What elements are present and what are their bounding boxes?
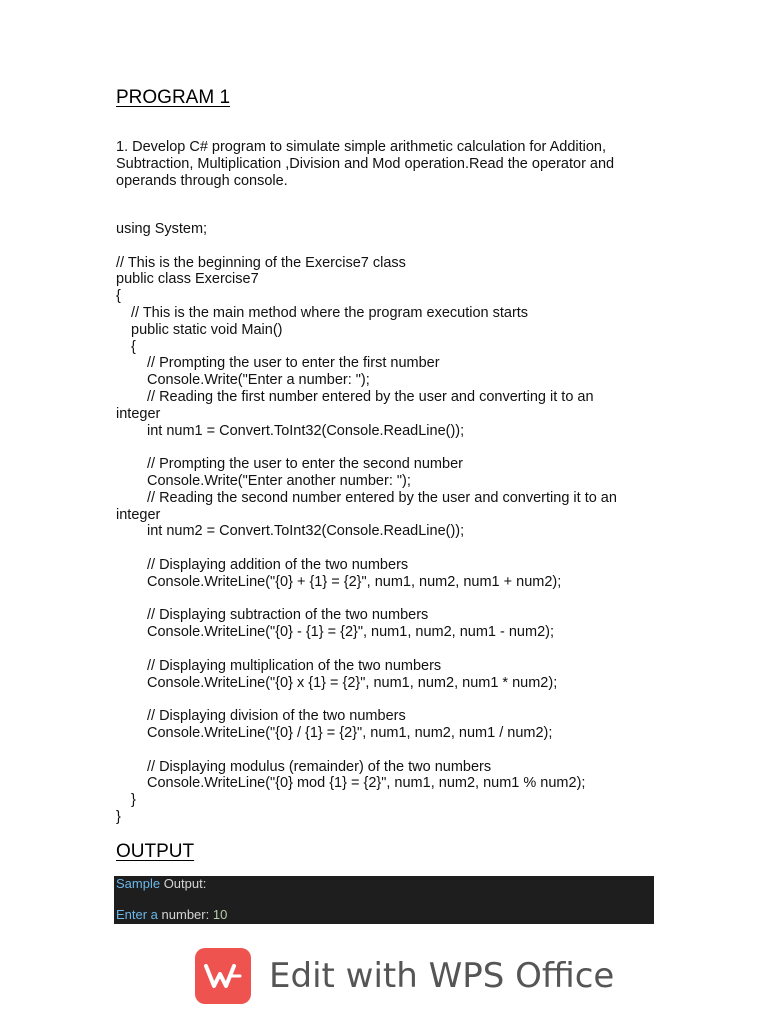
code-line: integer [116,506,161,523]
console-output-panel [114,876,654,924]
code-line: Console.WriteLine("{0} - {1} = {2}", num1, num2, num1 - num2); [147,624,554,641]
console-line-sample [116,876,206,891]
code-line: // This is the beginning of the Exercise7 class [116,254,406,271]
output-heading: OUTPUT [116,841,195,862]
code-line: } [116,808,121,825]
code-line: { [131,338,136,355]
code-line: Console.Write("Enter another number: "); [147,472,411,489]
code-line [116,439,661,456]
code-line: // Reading the first number entered by the user and converting it to an [147,388,594,405]
code-line: Console.WriteLine("{0} x {1} = {2}", num1, num2, num1 * num2); [147,674,558,691]
console-keyword: Sample [116,876,161,891]
code-line: int num2 = Convert.ToInt32(Console.ReadLine()); [147,523,465,540]
code-line: Console.WriteLine("{0} mod {1} = {2}", num1, num2, num1 % num2); [147,775,586,792]
code-line: } [131,792,136,809]
code-line: // Displaying multiplication of the two numbers [147,657,442,674]
code-line: // Displaying subtraction of the two numbers [147,607,429,624]
code-line: Console.WriteLine("{0} + {1} = {2}", num1, num2, num1 + num2); [147,573,562,590]
task-description: 1. Develop C# program to simulate simple arithmetic calculation for Addition, Subtraction, Multiplication ,Division and Mod operation.Read the operator and operands through console. [116,139,615,189]
console-keyword: Enter a [116,907,158,922]
wps-edit-banner[interactable] [195,948,614,1004]
code-line: integer [116,405,161,422]
code-line: public class Exercise7 [116,271,259,288]
code-line: // Prompting the user to enter the first number [147,355,440,372]
wps-banner-text[interactable]: Edit with WPS Office [269,956,615,996]
code-line [116,238,661,255]
console-line-prompt [116,907,227,922]
console-value: 10 [212,907,228,922]
code-line: // This is the main method where the program execution starts [131,304,529,321]
code-line: using System; [116,221,208,237]
code-line: public static void Main() [131,321,283,338]
code-line [116,641,661,658]
console-text: number: [157,907,213,922]
code-line [116,591,661,608]
code-line: // Displaying division of the two numbers [147,708,406,725]
code-line: int num1 = Convert.ToInt32(Console.ReadLine()); [147,422,465,439]
program-title: PROGRAM 1 [116,87,231,108]
code-line: // Displaying addition of the two numbers [147,556,409,573]
code-line [116,540,661,557]
console-text: Output: [160,876,207,891]
code-line: // Reading the second number entered by the user and converting it to an [147,489,617,506]
code-line: Console.Write("Enter a number: "); [147,372,370,389]
code-line: // Prompting the user to enter the second number [147,456,463,473]
wps-logo-icon [195,948,251,1004]
code-block [116,221,661,826]
code-line [116,742,661,759]
code-line: Console.WriteLine("{0} / {1} = {2}", num1, num2, num1 / num2); [147,724,553,741]
code-line: { [116,288,121,305]
code-line: // Displaying modulus (remainder) of the two numbers [147,758,492,775]
code-line [116,691,661,708]
